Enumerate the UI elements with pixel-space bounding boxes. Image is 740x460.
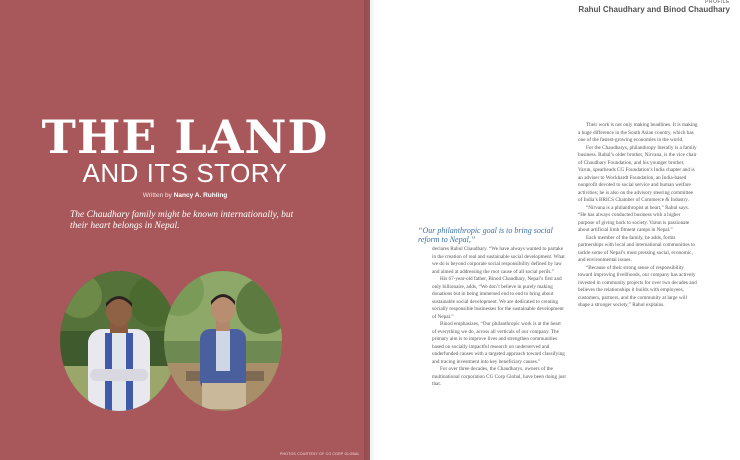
paragraph: declares Rahul Chaudhary. “We have always wanted to partake in the creation of real and sustainable social development. What we do is beyond corporate social responsibility defined by law and aimed at addressing the root cause of all social perils.” <box>432 246 565 275</box>
paragraph: “Nirvana is a philanthropist at heart,” Rahul says. “He has always conducted business with a higher purpose of giving back to society. Varun is passionate about artificial limb fitment camps in Nepal.” <box>578 204 690 233</box>
photo-credit: PHOTOS COURTESY OF CG CORP GLOBAL <box>280 452 360 456</box>
pull-quote: “Our philanthropic goal is to bring social reform to Nepal,” <box>418 226 553 244</box>
article-title: THE LAND <box>41 110 329 164</box>
right-page <box>370 0 740 460</box>
article-column-1 <box>432 246 566 389</box>
profile-names: Rahul Chaudhary and Binod Chaudhary <box>578 5 730 14</box>
photo-binod-chaudhary <box>60 271 178 411</box>
paragraph: Their work is not only making headlines. It is making a huge difference in the South Asian country, which has one of the fastest-growing economies in the world. <box>578 122 698 143</box>
paragraph: For over three decades, the Chaudharys, owners of the multinational corporation CG Corp Global, have been doing just that. <box>432 366 566 387</box>
byline-prefix: Written by <box>142 192 172 199</box>
photo-rahul-chaudhary <box>164 271 282 411</box>
tagline: The Chaudhary family might be known internationally, but their heart belongs in Nepal. <box>70 210 294 231</box>
article-subtitle: AND ITS STORY <box>82 158 288 188</box>
paragraph: For the Chaudharys, philanthropy literally is a family business. Rahul’s older brother, Nirvana, is the vice chair of Chaudhary Foundation, and his younger brother, Varun, spearheads CG Foundation’s India chapter and is an adviser to Wockhardt Foundation, an India-based nonprofit devoted to social service and human welfare activities; he is also on the advisory steering committee of India’s BRICS Chamber of Commerce & Industry. <box>578 144 697 203</box>
author-name: Nancy A. Ruhling <box>173 192 228 199</box>
paragraph: Binod emphasizes, “Our philanthropic work is at the heart of everything we do, across all verticals of our company. The primary aim is to improve lives and strengthen communities based on socially impactful research on underserved and underfunded causes with a targeted approach toward classifying and tracing investment into key beneficiary causes.” <box>432 321 565 365</box>
paragraph: Each member of the family, he adds, forms partnerships with local and international communities to tackle some of Nepal’s most pressing social, economic, and environmental issues. <box>578 234 695 263</box>
section-label: PROFILE <box>705 0 730 5</box>
article-column-2 <box>578 122 698 310</box>
byline <box>0 192 370 199</box>
paragraph: “Because of their strong sense of responsibility toward improving livelihoods, our company has actively invested in community projects for over two decades and believes the relationships it builds with employees, customers, partners, and the community at large will shape a stronger society,” Rahul explains. <box>578 264 697 308</box>
paragraph: His 67-year-old father, Binod Chaudhary, Nepal’s first and only billionaire, adds, “We don’t believe in purely making donations but in being immersed end to end to bring about sustainable social development. We are dedicated to creating socially responsible businesses for the sustainable development of Nepal.” <box>432 276 564 320</box>
